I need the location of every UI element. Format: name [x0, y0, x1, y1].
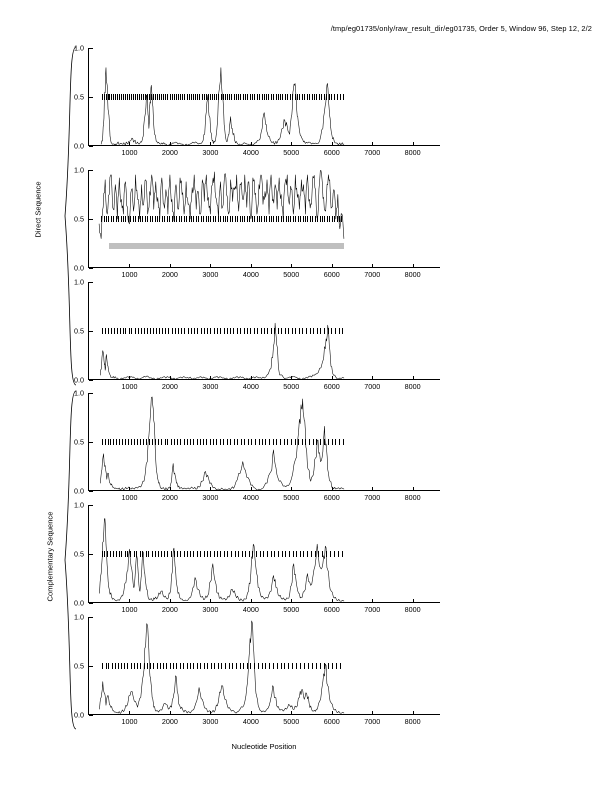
y-tick-label: 0.0: [74, 486, 84, 496]
x-tick-label: 2000: [161, 493, 178, 502]
x-tick-label: 2000: [161, 382, 178, 391]
y-tick-label: 0.0: [74, 141, 84, 151]
y-tick-label: 1.0: [74, 43, 84, 53]
x-tick-label: 1000: [121, 382, 138, 391]
x-tick-label: 2000: [161, 148, 178, 157]
x-tick-label: 4000: [242, 148, 259, 157]
y-tick-mark: [89, 268, 93, 269]
x-tick-label: 5000: [283, 270, 300, 279]
x-tick-label: 4000: [242, 493, 259, 502]
x-tick-label: 6000: [323, 148, 340, 157]
x-tick-label: 4000: [242, 605, 259, 614]
x-tick-label: 1000: [121, 717, 138, 726]
x-tick-label: 5000: [283, 493, 300, 502]
series-trace-group: [89, 617, 441, 715]
y-tick-mark: [89, 380, 93, 381]
x-tick-label: 3000: [202, 270, 219, 279]
series-path: [100, 323, 344, 379]
y-tick-label: 0.0: [74, 710, 84, 720]
series-trace-group: [89, 48, 441, 146]
series-path: [100, 397, 344, 490]
series-path: [100, 621, 344, 714]
x-tick-label: 5000: [283, 605, 300, 614]
y-tick-label: 0.5: [74, 437, 84, 447]
series-trace-group: [89, 282, 441, 380]
x-tick-label: 7000: [364, 270, 381, 279]
x-tick-label: 8000: [404, 493, 421, 502]
x-tick-label: 6000: [323, 717, 340, 726]
x-tick-label: 1000: [121, 605, 138, 614]
chart-panel-4: [74, 388, 440, 502]
y-tick-label: 1.0: [74, 165, 84, 175]
y-tick-label: 1.0: [74, 612, 84, 622]
x-tick-label: 4000: [242, 270, 259, 279]
y-tick-label: 0.0: [74, 375, 84, 385]
y-tick-label: 1.0: [74, 388, 84, 398]
xaxis-title: Nucleotide Position: [231, 742, 297, 751]
y-tick-label: 0.5: [74, 326, 84, 336]
plot-area: [88, 170, 440, 279]
x-tick-label: 7000: [364, 148, 381, 157]
plot-area: [88, 617, 440, 726]
y-tick-label: 0.5: [74, 661, 84, 671]
plot-area: [88, 505, 440, 614]
x-tick-label: 8000: [404, 148, 421, 157]
series-trace-group: [89, 393, 441, 491]
y-tick-label: 0.0: [74, 263, 84, 273]
series-trace-group: [89, 505, 441, 603]
x-tick-label: 6000: [323, 493, 340, 502]
plot-area: [88, 393, 440, 502]
x-tick-label: 6000: [323, 270, 340, 279]
x-tick-label: 7000: [364, 605, 381, 614]
x-tick-label: 8000: [404, 270, 421, 279]
y-tick-label: 0.5: [74, 214, 84, 224]
chart-panel-3: [74, 277, 440, 391]
y-tick-mark: [89, 603, 93, 604]
x-tick-label: 1000: [121, 148, 138, 157]
x-tick-label: 8000: [404, 605, 421, 614]
figure-title: /tmp/eg01735/only/raw_result_dir/eg01735, Order 5, Window 96, Step 12, 2/2: [330, 24, 592, 33]
x-tick-label: 8000: [404, 717, 421, 726]
x-tick-label: 3000: [202, 605, 219, 614]
x-tick-label: 2000: [161, 605, 178, 614]
x-tick-label: 7000: [364, 382, 381, 391]
x-tick-label: 7000: [364, 717, 381, 726]
y-tick-label: 1.0: [74, 277, 84, 287]
x-tick-label: 2000: [161, 270, 178, 279]
chart-panel-6: [74, 612, 440, 726]
chart-panel-5: [74, 500, 440, 614]
y-tick-label: 0.5: [74, 549, 84, 559]
y-tick-mark: [89, 715, 93, 716]
y-tick-label: 1.0: [74, 500, 84, 510]
x-tick-label: 3000: [202, 148, 219, 157]
y-tick-mark: [89, 491, 93, 492]
y-tick-label: 0.0: [74, 598, 84, 608]
ylabel-complementary-sequence: Complementary Sequence: [45, 511, 55, 602]
series-trace-group: [89, 170, 441, 268]
series-path: [99, 170, 344, 238]
y-tick-label: 0.5: [74, 92, 84, 102]
x-tick-label: 3000: [202, 382, 219, 391]
y-tick-mark: [89, 146, 93, 147]
x-tick-label: 4000: [242, 382, 259, 391]
x-tick-label: 3000: [202, 493, 219, 502]
series-path: [101, 68, 344, 146]
chart-panel-1: [74, 43, 440, 157]
x-tick-label: 6000: [323, 605, 340, 614]
x-tick-label: 5000: [283, 148, 300, 157]
chart-panel-2: [74, 165, 440, 279]
x-tick-label: 7000: [364, 493, 381, 502]
plot-area: [88, 282, 440, 391]
plot-area: [88, 48, 440, 157]
x-tick-label: 8000: [404, 382, 421, 391]
ylabel-direct-sequence: Direct Sequence: [33, 181, 43, 238]
x-tick-label: 1000: [121, 493, 138, 502]
x-tick-label: 2000: [161, 717, 178, 726]
x-tick-label: 5000: [283, 717, 300, 726]
x-tick-label: 3000: [202, 717, 219, 726]
x-tick-label: 5000: [283, 382, 300, 391]
x-tick-label: 6000: [323, 382, 340, 391]
x-tick-label: 1000: [121, 270, 138, 279]
x-tick-label: 4000: [242, 717, 259, 726]
series-path: [100, 519, 344, 602]
